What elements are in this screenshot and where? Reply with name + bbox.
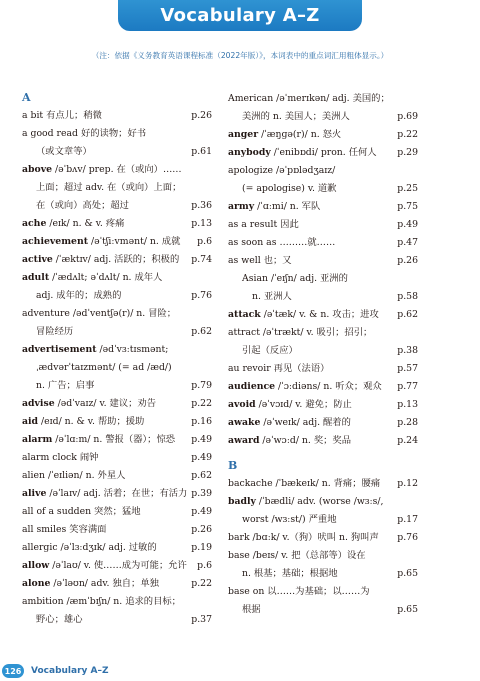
headword: a bit <box>22 110 44 121</box>
entry-definition: /ˈbædli/ adv. (worse /wɜːs/, <box>255 496 384 507</box>
page-reference: p.26 <box>397 255 418 266</box>
page-reference: p.76 <box>397 532 418 543</box>
entry-definition: 引起（反应） <box>242 345 298 356</box>
entry-definition: /əˈlaʊ/ v. 使……成为可能；允许 <box>49 560 187 571</box>
entry-definition: /əˈtæk/ v. & n. 攻击；进攻 <box>260 309 379 320</box>
vocab-entry <box>228 162 418 180</box>
entry-definition: 美洲的 n. 美国人；美洲人 <box>242 111 350 122</box>
headword: attract <box>228 327 260 338</box>
headword: army <box>228 201 255 212</box>
vocab-entry-continuation <box>228 108 418 126</box>
headword: alarm clock <box>22 452 77 463</box>
entry-definition: /əˈpɒlədʒaɪz/ <box>273 165 336 176</box>
vocab-entry <box>22 305 212 323</box>
vocab-entry <box>22 431 212 449</box>
page-reference: p.65 <box>397 568 418 579</box>
headword: au revoir <box>228 363 271 374</box>
headword: awake <box>228 417 261 428</box>
entry-definition: n. 根基；基础；根据地 <box>242 568 338 579</box>
page-reference: p.49 <box>191 452 212 463</box>
page-reference: p.62 <box>397 309 418 320</box>
entry-definition: 在（或向）高处；超过 <box>36 200 129 211</box>
vocab-entry-continuation <box>228 342 418 360</box>
entry-definition: /ədˈventʃə(r)/ n. 冒险； <box>69 308 177 319</box>
vocab-entry <box>228 144 418 162</box>
entry-definition: /eɪk/ n. & v. 疼痛 <box>46 218 125 229</box>
entry-definition: /eɪd/ n. & v. 帮助；援助 <box>38 416 145 427</box>
headword: anybody <box>228 147 271 158</box>
entry-definition: 笑容满面 <box>66 524 107 535</box>
headword: alone <box>22 578 51 589</box>
headword: alarm <box>22 434 53 445</box>
vocab-entry-continuation <box>228 565 418 583</box>
vocab-entry <box>228 378 418 396</box>
vocab-entry-continuation <box>228 601 418 619</box>
page-reference: p.13 <box>191 218 212 229</box>
entry-definition: 突然；猛地 <box>91 506 141 517</box>
entry-definition: worst /wɜːst/) 严重地 <box>242 514 337 525</box>
headword: alien <box>22 470 45 481</box>
entry-definition: /əˈmerɪkən/ adj. 美国的； <box>273 93 390 104</box>
headword: above <box>22 164 53 175</box>
vocab-entry <box>228 475 418 493</box>
vocab-entry <box>228 126 418 144</box>
page-reference: p.16 <box>191 416 212 427</box>
vocab-entry <box>228 198 418 216</box>
vocab-entry <box>228 306 418 324</box>
headword: alive <box>22 488 47 499</box>
vocab-entry <box>22 341 212 359</box>
vocab-entry <box>228 234 418 252</box>
entry-definition: /əˈtʃiːvmənt/ n. 成就 <box>88 236 181 247</box>
entry-definition: /əˈləʊn/ adv. 独自；单独 <box>50 578 159 589</box>
vocab-entry-continuation <box>22 359 212 377</box>
headword: American <box>228 93 274 104</box>
entry-definition: 好的读物；好书 <box>78 128 147 139</box>
page-reference: p.22 <box>397 129 418 140</box>
entry-definition: /bɑːk/ v.（狗）吠叫 n. 狗叫声 <box>249 532 379 543</box>
headword: as well <box>228 255 261 266</box>
entry-definition: /ˈenibɒdi/ pron. 任何人 <box>270 147 377 158</box>
headword: avoid <box>228 399 256 410</box>
vocab-entry-continuation <box>228 511 418 529</box>
vocab-entry <box>22 485 212 503</box>
page-reference: p.28 <box>397 417 418 428</box>
page-reference: p.62 <box>191 326 212 337</box>
headword: attack <box>228 309 261 320</box>
page-reference: p.17 <box>397 514 418 525</box>
vocab-entry <box>228 432 418 450</box>
headword: allergic <box>22 542 58 553</box>
entry-definition: 也；又 <box>260 255 292 266</box>
page-reference: p.65 <box>397 604 418 615</box>
headword: audience <box>228 381 276 392</box>
vocab-entry <box>22 251 212 269</box>
page-title: Vocabulary A–Z <box>160 5 320 26</box>
page-reference: p.36 <box>191 200 212 211</box>
entry-definition: (= apologise) v. 道歉 <box>242 183 337 194</box>
entry-definition: 因此 <box>277 219 299 230</box>
page-reference: p.47 <box>397 237 418 248</box>
entry-definition: /ˈbækeɪk/ n. 背痛；腰痛 <box>272 478 381 489</box>
page-reference: p.61 <box>191 146 212 157</box>
page-reference: p.49 <box>397 219 418 230</box>
page-reference: p.37 <box>191 614 212 625</box>
entry-definition: n. 广告；启事 <box>36 380 95 391</box>
page-reference: p.26 <box>191 524 212 535</box>
vocab-entry <box>22 161 212 179</box>
entry-definition: /ˈæktɪv/ adj. 活跃的；积极的 <box>52 254 180 265</box>
entry-definition: n. 亚洲人 <box>252 291 292 302</box>
entry-definition: /əˈbʌv/ prep. 在（或向）…… <box>52 164 182 175</box>
vocab-entry <box>22 215 212 233</box>
headword: award <box>228 435 260 446</box>
entry-definition: 再见（法语） <box>270 363 330 374</box>
vocab-entry <box>228 252 418 270</box>
entry-definition: /əˈlaɪv/ adj. 活着；在世；有活力 <box>46 488 188 499</box>
vocab-entry <box>22 449 212 467</box>
page-reference: p.19 <box>191 542 212 553</box>
entry-definition: 有点儿；稍微 <box>43 110 102 121</box>
entry-definition: adj. 成年的；成熟的 <box>36 290 122 301</box>
entry-definition: /ˈɑːmi/ n. 军队 <box>254 201 321 212</box>
entry-definition: 根据 <box>242 604 261 615</box>
entry-definition: /æmˈbɪʃn/ n. 追求的目标； <box>63 596 181 607</box>
page-number-badge: 126 <box>2 664 24 678</box>
page-reference: p.74 <box>191 254 212 265</box>
vocab-entry <box>228 360 418 378</box>
left-column <box>22 90 212 629</box>
section-letter-b: B <box>228 459 238 472</box>
entry-definition: 上面；超过 adv. 在（或向）上面； <box>36 182 182 193</box>
right-entry-list-a <box>228 90 418 450</box>
vocab-entry <box>22 521 212 539</box>
entry-definition: ………就…… <box>276 237 336 248</box>
page-reference: p.49 <box>191 434 212 445</box>
page-reference: p.76 <box>191 290 212 301</box>
left-entry-list <box>22 107 212 629</box>
vocab-entry <box>22 269 212 287</box>
page-footer <box>0 661 480 681</box>
entry-definition: /ˈeɪʃn/ adj. 亚洲的 <box>268 273 348 284</box>
vocab-entry <box>22 125 212 143</box>
vocab-entry-continuation <box>22 377 212 395</box>
entry-definition: /ˈɔːdiəns/ n. 听众；观众 <box>275 381 382 392</box>
vocab-entry <box>228 270 418 288</box>
vocab-entry-continuation <box>228 288 418 306</box>
headword: badly <box>228 496 256 507</box>
headword: anger <box>228 129 259 140</box>
headword: achievement <box>22 236 89 247</box>
headword: as a result <box>228 219 278 230</box>
vocab-entry <box>228 324 418 342</box>
headword: advise <box>22 398 55 409</box>
headword: allow <box>22 560 50 571</box>
vocab-entry <box>228 414 418 432</box>
headword: adventure <box>22 308 70 319</box>
vocab-entry-continuation <box>22 143 212 161</box>
vocab-entry-continuation <box>228 180 418 198</box>
vocab-entry <box>228 529 418 547</box>
entry-definition: /ədˈvaɪz/ v. 建议；劝告 <box>54 398 157 409</box>
page-reference: p.26 <box>191 110 212 121</box>
vocab-entry <box>22 107 212 125</box>
headword: bark <box>228 532 250 543</box>
vocab-entry <box>22 575 212 593</box>
vocab-entry <box>22 467 212 485</box>
vocab-entry-continuation <box>22 611 212 629</box>
headword: adult <box>22 272 50 283</box>
page-reference: p.22 <box>191 398 212 409</box>
page-header-banner <box>118 0 362 31</box>
headword: ambition <box>22 596 64 607</box>
entry-definition: /ˈædʌlt; əˈdʌlt/ n. 成年人 <box>49 272 163 283</box>
page-reference: p.69 <box>397 111 418 122</box>
vocab-entry <box>22 413 212 431</box>
page-reference: p.12 <box>397 478 418 489</box>
entry-definition: 以……为基础；以……为 <box>264 586 370 597</box>
headword: active <box>22 254 53 265</box>
entry-definition: 野心；雄心 <box>36 614 83 625</box>
entry-definition: /əˈweɪk/ adj. 醒着的 <box>260 417 351 428</box>
entry-definition: /ədˈvɜːtɪsmənt; <box>96 344 169 355</box>
entry-definition: /əˈlɜːdʒɪk/ adj. 过敏的 <box>57 542 157 553</box>
headword: a good read <box>22 128 78 139</box>
headword: base on <box>228 586 265 597</box>
page-reference: p.6 <box>197 560 212 571</box>
vocab-entry <box>228 493 418 511</box>
vocab-entry-continuation <box>22 287 212 305</box>
entry-definition: /əˈtrækt/ v. 吸引；招引； <box>259 327 373 338</box>
page-reference: p.29 <box>397 147 418 158</box>
entry-definition: /beɪs/ v. 把（总部等）设在 <box>249 550 366 561</box>
entry-definition: 冒险经历 <box>36 326 74 337</box>
page-reference: p.79 <box>191 380 212 391</box>
headword: Asian <box>242 273 268 284</box>
vocab-entry-continuation <box>22 179 212 197</box>
footer-title: Vocabulary A–Z <box>31 666 109 676</box>
page-reference: p.38 <box>397 345 418 356</box>
headword: base <box>228 550 250 561</box>
page-reference: p.62 <box>191 470 212 481</box>
vocab-entry <box>228 90 418 108</box>
vocab-entry <box>22 539 212 557</box>
page-reference: p.75 <box>397 201 418 212</box>
entry-definition: /ˈæŋɡə(r)/ n. 怒火 <box>258 129 342 140</box>
vocab-entry-continuation <box>22 323 212 341</box>
entry-definition: 闹钟 <box>76 452 99 463</box>
page-reference: p.22 <box>191 578 212 589</box>
vocab-entry <box>228 216 418 234</box>
vocab-entry <box>228 583 418 601</box>
page-reference: p.39 <box>191 488 212 499</box>
entry-definition: /əˈwɔːd/ n. 奖；奖品 <box>259 435 352 446</box>
entry-definition: /əˈvɔɪd/ v. 避免；防止 <box>255 399 352 410</box>
vocab-entry-continuation <box>22 197 212 215</box>
headword: all smiles <box>22 524 67 535</box>
right-entry-list-b <box>228 475 418 619</box>
vocab-entry <box>22 233 212 251</box>
headword: aid <box>22 416 39 427</box>
bold-words-note: （注：依据《义务教育英语课程标准（2022年版）》，本词表中的重点词汇用粗体显示。） <box>91 51 389 60</box>
page-reference: p.57 <box>397 363 418 374</box>
headword: backache <box>228 478 273 489</box>
entry-definition: /ˈeɪliən/ n. 外星人 <box>44 470 126 481</box>
headword: advertisement <box>22 344 97 355</box>
page-reference: p.13 <box>397 399 418 410</box>
headword: as soon as <box>228 237 277 248</box>
page-reference: p.58 <box>397 291 418 302</box>
vocab-entry <box>22 395 212 413</box>
headword: apologize <box>228 165 273 176</box>
entry-definition: （或文章等） <box>36 146 92 157</box>
page-reference: p.6 <box>197 236 212 247</box>
section-letter-a: A <box>22 91 31 104</box>
entry-definition: ˌædvərˈtaɪzmənt/ (= ad /æd/) <box>36 362 172 373</box>
page-reference: p.49 <box>191 506 212 517</box>
page-reference: p.77 <box>397 381 418 392</box>
vocab-entry <box>22 503 212 521</box>
headword: ache <box>22 218 47 229</box>
entry-definition: /əˈlɑːm/ n. 警报（器）；惊恐 <box>52 434 176 445</box>
page-reference: p.25 <box>397 183 418 194</box>
vocab-entry <box>22 557 212 575</box>
vocab-entry <box>228 547 418 565</box>
vocab-entry <box>22 593 212 611</box>
right-column <box>228 90 418 619</box>
headword: all of a sudden <box>22 506 92 517</box>
vocab-entry <box>228 396 418 414</box>
page-reference: p.24 <box>397 435 418 446</box>
